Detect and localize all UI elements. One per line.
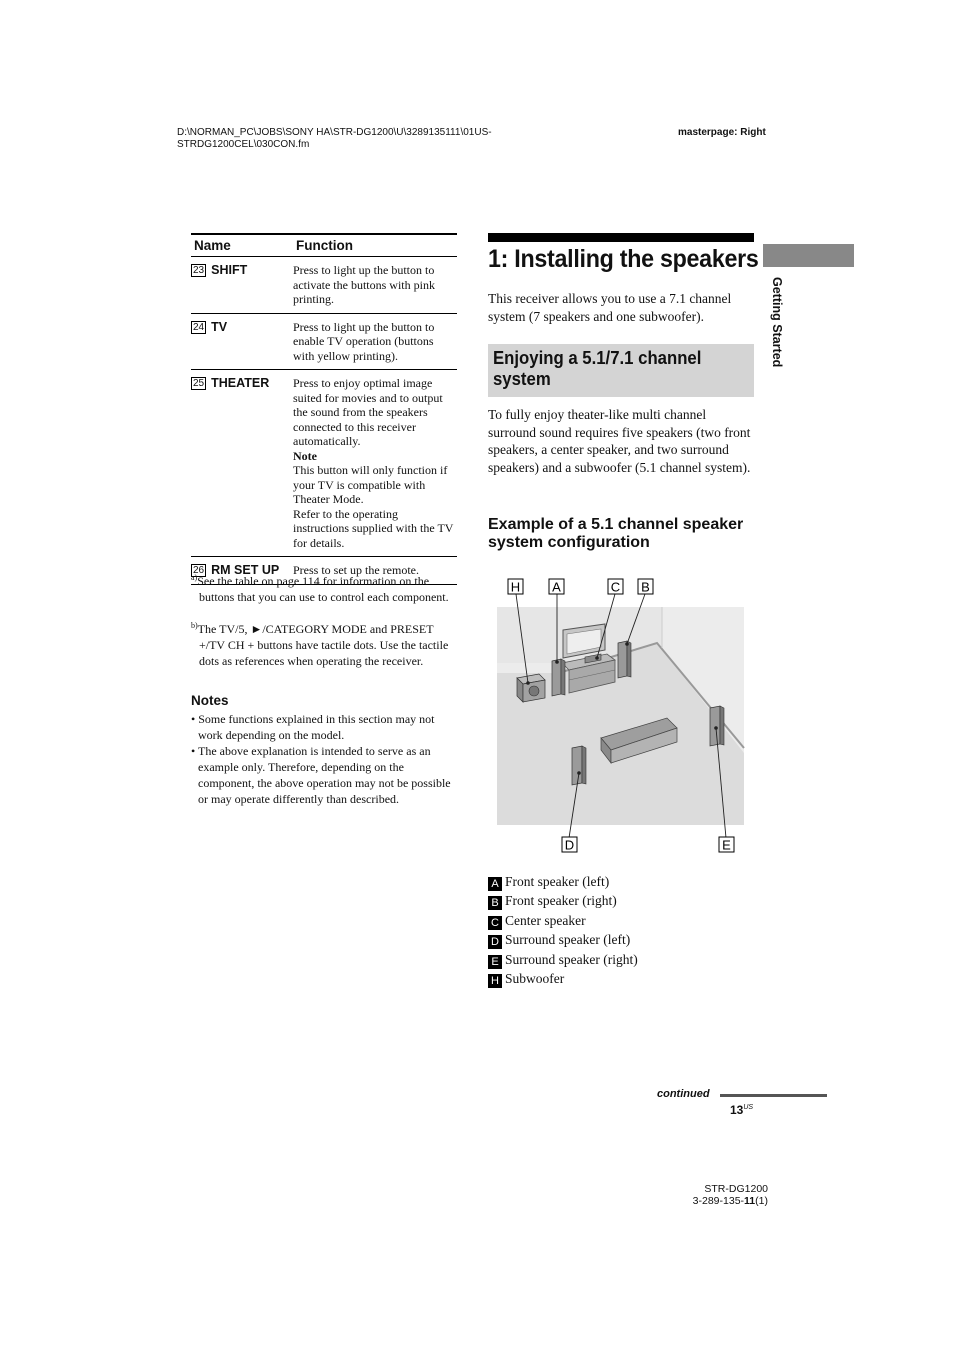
button-name: THEATER: [211, 376, 270, 390]
list-item: [488, 872, 638, 891]
list-item: [488, 950, 638, 969]
label-h: [508, 579, 523, 595]
button-name: TV: [211, 319, 228, 334]
footnote-mark: b): [191, 621, 198, 630]
label-c: [608, 579, 623, 595]
page-number-region: US: [743, 1104, 754, 1111]
part-number: [600, 1195, 768, 1207]
body-paragraph: To fully enjoy theater-like multi channel surround sound requires five speakers (two front speakers, a center speaker, and two surround speakers) and a subwoofer (5.1 channel system).: [488, 407, 751, 475]
footnote-text: See the table on page 114 for information on the: [197, 574, 430, 588]
list-item: [488, 969, 638, 988]
model-name: STR-DG1200: [704, 1183, 768, 1195]
speaker-layout-diagram: [497, 578, 747, 858]
table-row: [191, 370, 457, 557]
list-item: [488, 891, 638, 910]
footnote-b: [191, 618, 457, 669]
button-function: Press to set up the remote.: [293, 557, 457, 585]
label-c-text: C: [610, 579, 621, 595]
note-text-2: Refer to the operating instructions supplied with the TV for details.: [293, 506, 454, 550]
item-number: 26: [193, 565, 205, 576]
notes-list: [191, 711, 461, 807]
legend-text: Front speaker (left): [505, 874, 610, 889]
label-d: [562, 837, 577, 853]
legend-text: Front speaker (right): [505, 893, 617, 909]
label-h-text: H: [510, 579, 521, 595]
masterpage-label: masterpage: Right: [678, 127, 766, 138]
subheading: Enjoying a 5.1/7.1 channel system: [493, 348, 702, 389]
label-b-text: B: [641, 579, 650, 595]
file-path-line-1: D:\NORMAN_PC\JOBS\SONY HA\STR-DG1200\U\3289135111\01US-: [177, 127, 492, 138]
column-header-name: Name: [191, 234, 293, 257]
legend-key: C: [488, 916, 502, 930]
legend-text: Subwoofer: [505, 971, 565, 987]
page-title: 1: Installing the speakers: [488, 245, 759, 273]
front-left-speaker-shape: [552, 659, 565, 696]
section-tab-label: Getting Started: [770, 277, 784, 368]
part-number-prefix: 3-289-135-: [692, 1195, 745, 1207]
footnote-a: [191, 570, 457, 605]
button-function-table: [191, 233, 457, 585]
label-a: [549, 579, 564, 595]
section-tab-marker: [763, 244, 854, 267]
part-number-suffix: (1): [755, 1195, 768, 1207]
legend-key: E: [488, 955, 502, 969]
subwoofer-shape: [517, 674, 545, 702]
continued-label: continued: [657, 1088, 710, 1100]
file-path-line-2: STRDG1200CEL\030CON.fm: [177, 139, 310, 150]
label-a-text: A: [552, 579, 561, 595]
legend-key: A: [488, 877, 502, 891]
table-row: [191, 313, 457, 370]
list-item: [488, 930, 638, 949]
legend-key: H: [488, 974, 502, 988]
label-e-text: E: [722, 837, 731, 853]
note-label: Note: [293, 448, 317, 463]
legend-text: Center speaker: [505, 912, 586, 928]
file-path: [177, 127, 492, 151]
table-row: [191, 257, 457, 314]
footnote-mark: a): [191, 573, 198, 582]
page-number-value: 13: [730, 1103, 744, 1117]
button-function: Press to light up the button to activate the buttons with pink printing.: [293, 257, 457, 314]
list-item: • The above explanation is intended to serve as an example only. Therefore, depending on the component, the above operation may not be possible or may operate differently than described.: [191, 744, 451, 806]
list-item: • Some functions explained in this section may not work depending on the model.: [191, 712, 435, 742]
button-name: RM SET UP: [211, 563, 280, 577]
speaker-legend: [488, 872, 638, 988]
legend-text: Surround speaker (left): [505, 932, 631, 948]
footnote-text-cont: buttons that you can use to control each component.: [199, 590, 449, 604]
title-rule: [488, 233, 754, 242]
label-d-text: D: [564, 837, 575, 853]
item-number: 25: [193, 378, 205, 389]
footnote-text-cont: +/TV CH + buttons have tactile dots. Use the tactile dots as references when operating the receiver.: [199, 638, 449, 668]
column-header-function: Function: [293, 234, 457, 257]
intro-paragraph: This receiver allows you to use a 7.1 channel system (7 speakers and one subwoofer).: [488, 291, 732, 324]
continued-rule: [720, 1094, 827, 1097]
surround-left-speaker-shape: [572, 746, 586, 785]
page-number: [730, 1103, 753, 1117]
note-text: This button will only function if your TV is compatible with Theater Mode.: [293, 463, 448, 506]
legend-key: B: [488, 896, 502, 910]
button-function: Press to light up the button to enable TV operation (buttons with yellow printing).: [293, 313, 457, 370]
label-e: [719, 837, 734, 853]
notes-title: Notes: [191, 693, 229, 708]
label-b: [638, 579, 653, 595]
item-number: 24: [193, 321, 205, 333]
legend-text: Surround speaker (right): [505, 951, 638, 967]
button-name: SHIFT: [211, 263, 248, 277]
legend-key: D: [488, 935, 502, 949]
example-heading: Example of a 5.1 channel speaker system configuration: [488, 516, 744, 551]
model-code: [600, 1183, 768, 1207]
item-number: 23: [193, 265, 205, 276]
footnote-text: The TV/5, ►/CATEGORY MODE and PRESET: [197, 622, 434, 636]
list-item: [488, 911, 638, 930]
front-right-speaker-shape: [618, 641, 631, 678]
button-function: Press to enjoy optimal image suited for movies and to output the sound from the speakers connected to this receiver automatically.: [293, 376, 443, 448]
part-number-revision: 11: [744, 1195, 756, 1207]
